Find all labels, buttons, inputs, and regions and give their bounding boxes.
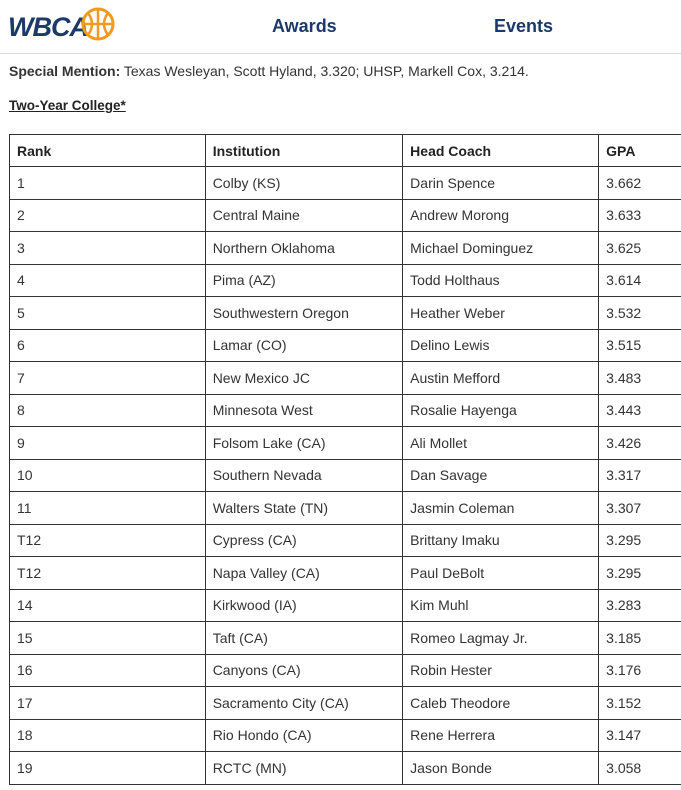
table-row <box>10 557 681 590</box>
cell-head-coach: Jason Bonde <box>403 752 599 785</box>
cell-institution: Colby (KS) <box>205 167 402 200</box>
cell-head-coach: Austin Mefford <box>403 362 599 395</box>
cell-institution: Pima (AZ) <box>205 264 402 297</box>
cell-institution: Kirkwood (IA) <box>205 589 402 622</box>
cell-gpa: 3.295 <box>599 524 681 557</box>
cell-gpa: 3.483 <box>599 362 681 395</box>
cell-head-coach: Rene Herrera <box>403 719 599 752</box>
special-mention <box>9 63 529 79</box>
table-body <box>10 167 681 785</box>
cell-rank: 15 <box>10 622 206 655</box>
table-row <box>10 752 681 785</box>
cell-institution: RCTC (MN) <box>205 752 402 785</box>
cell-institution: Taft (CA) <box>205 622 402 655</box>
cell-head-coach: Dan Savage <box>403 459 599 492</box>
header-gpa: GPA <box>599 135 681 167</box>
special-mention-text: Texas Wesleyan, Scott Hyland, 3.320; UHSP, Markell Cox, 3.214. <box>123 63 529 79</box>
cell-head-coach: Todd Holthaus <box>403 264 599 297</box>
table-row <box>10 329 681 362</box>
table-row <box>10 232 681 265</box>
cell-rank: 18 <box>10 719 206 752</box>
cell-rank: 16 <box>10 654 206 687</box>
basketball-icon <box>80 6 116 47</box>
cell-institution: Southwestern Oregon <box>205 297 402 330</box>
cell-head-coach: Ali Mollet <box>403 427 599 460</box>
cell-rank: 19 <box>10 752 206 785</box>
cell-rank: 9 <box>10 427 206 460</box>
cell-gpa: 3.662 <box>599 167 681 200</box>
cell-institution: Minnesota West <box>205 394 402 427</box>
cell-head-coach: Michael Dominguez <box>403 232 599 265</box>
cell-rank: 8 <box>10 394 206 427</box>
table-row <box>10 264 681 297</box>
cell-gpa: 3.152 <box>599 687 681 720</box>
cell-institution: Canyons (CA) <box>205 654 402 687</box>
header-rank: Rank <box>10 135 206 167</box>
cell-gpa: 3.515 <box>599 329 681 362</box>
cell-institution: Napa Valley (CA) <box>205 557 402 590</box>
cell-head-coach: Andrew Morong <box>403 199 599 232</box>
cell-gpa: 3.185 <box>599 622 681 655</box>
cell-gpa: 3.147 <box>599 719 681 752</box>
cell-head-coach: Romeo Lagmay Jr. <box>403 622 599 655</box>
cell-rank: 4 <box>10 264 206 297</box>
cell-gpa: 3.295 <box>599 557 681 590</box>
cell-rank: 2 <box>10 199 206 232</box>
table-row <box>10 524 681 557</box>
table-row <box>10 589 681 622</box>
cell-gpa: 3.426 <box>599 427 681 460</box>
cell-head-coach: Jasmin Coleman <box>403 492 599 525</box>
table-row <box>10 622 681 655</box>
logo-text: WBCA <box>8 11 88 42</box>
cell-rank: 5 <box>10 297 206 330</box>
table-row <box>10 654 681 687</box>
cell-gpa: 3.317 <box>599 459 681 492</box>
cell-rank: T12 <box>10 557 206 590</box>
table-row <box>10 719 681 752</box>
cell-head-coach: Rosalie Hayenga <box>403 394 599 427</box>
rankings-table <box>9 134 681 785</box>
cell-head-coach: Caleb Theodore <box>403 687 599 720</box>
cell-rank: 1 <box>10 167 206 200</box>
header-head-coach: Head Coach <box>403 135 599 167</box>
cell-institution: Folsom Lake (CA) <box>205 427 402 460</box>
cell-gpa: 3.176 <box>599 654 681 687</box>
cell-gpa: 3.307 <box>599 492 681 525</box>
cell-rank: 11 <box>10 492 206 525</box>
cell-gpa: 3.633 <box>599 199 681 232</box>
cell-rank: 3 <box>10 232 206 265</box>
cell-institution: Sacramento City (CA) <box>205 687 402 720</box>
cell-head-coach: Robin Hester <box>403 654 599 687</box>
table-row <box>10 394 681 427</box>
cell-institution: Lamar (CO) <box>205 329 402 362</box>
cell-head-coach: Heather Weber <box>403 297 599 330</box>
table-row <box>10 459 681 492</box>
table-row <box>10 297 681 330</box>
cell-rank: 17 <box>10 687 206 720</box>
section-title: Two-Year College* <box>9 98 126 113</box>
table-row <box>10 167 681 200</box>
cell-institution: Cypress (CA) <box>205 524 402 557</box>
table-row <box>10 687 681 720</box>
table-row <box>10 492 681 525</box>
cell-institution: Rio Hondo (CA) <box>205 719 402 752</box>
cell-gpa: 3.625 <box>599 232 681 265</box>
cell-institution: Southern Nevada <box>205 459 402 492</box>
wbca-logo[interactable] <box>8 9 116 45</box>
table-row <box>10 427 681 460</box>
site-header <box>0 0 681 54</box>
table-header-row <box>10 135 681 167</box>
cell-rank: 14 <box>10 589 206 622</box>
table-row <box>10 199 681 232</box>
nav-awards[interactable]: Awards <box>272 16 337 36</box>
cell-gpa: 3.614 <box>599 264 681 297</box>
cell-head-coach: Delino Lewis <box>403 329 599 362</box>
nav-events[interactable]: Events <box>494 16 554 36</box>
cell-rank: 10 <box>10 459 206 492</box>
cell-gpa: 3.283 <box>599 589 681 622</box>
cell-institution: Northern Oklahoma <box>205 232 402 265</box>
cell-gpa: 3.443 <box>599 394 681 427</box>
cell-rank: 6 <box>10 329 206 362</box>
cell-head-coach: Darin Spence <box>403 167 599 200</box>
cell-rank: T12 <box>10 524 206 557</box>
header-institution: Institution <box>205 135 402 167</box>
cell-head-coach: Paul DeBolt <box>403 557 599 590</box>
cell-gpa: 3.058 <box>599 752 681 785</box>
special-mention-label: Special Mention: <box>9 63 121 79</box>
cell-gpa: 3.532 <box>599 297 681 330</box>
table-row <box>10 362 681 395</box>
cell-head-coach: Brittany Imaku <box>403 524 599 557</box>
cell-head-coach: Kim Muhl <box>403 589 599 622</box>
cell-institution: New Mexico JC <box>205 362 402 395</box>
cell-rank: 7 <box>10 362 206 395</box>
cell-institution: Walters State (TN) <box>205 492 402 525</box>
cell-institution: Central Maine <box>205 199 402 232</box>
